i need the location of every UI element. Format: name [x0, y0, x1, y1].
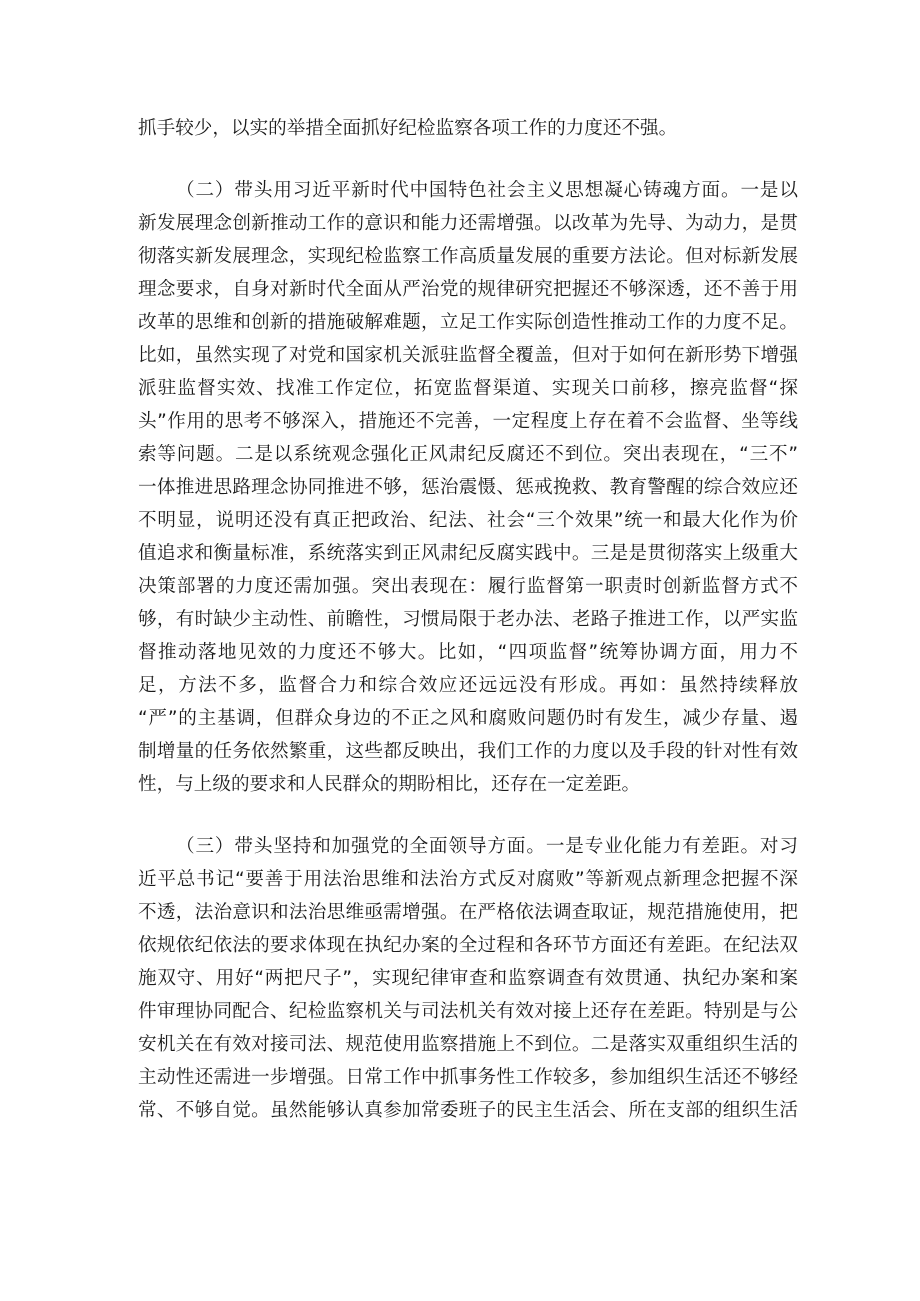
text-line: 一体推进思路理念协同推进不够，惩治震慑、惩戒挽救、教育警醒的综合效应还 — [138, 477, 798, 498]
text-line: 理念要求，自身对新时代全面从严治党的规律研究把握还不够深透，还不善于用 — [138, 279, 798, 300]
text-line: 近平总书记“要善于用法治思维和法治方式反对腐败”等新观点新理念把握不深 — [138, 869, 798, 890]
text-line: 新发展理念创新推动工作的意识和能力还需增强。以改革为先导、为动力，是贯 — [138, 213, 798, 234]
text-line: 依规依纪依法的要求体现在执纪办案的全过程和各环节方面还有差距。在纪法双 — [138, 935, 798, 956]
text-line: 彻落实新发展理念，实现纪检监察工作高质量发展的重要方法论。但对标新发展 — [138, 246, 798, 267]
text-line: 派驻监督实效、找准工作定位，拓宽监督渠道、实现关口前移，擦亮监督“探 — [138, 378, 798, 399]
text-line: 制增量的任务依然繁重，这些都反映出，我们工作的力度以及手段的针对性有效 — [138, 741, 798, 762]
text-line: 足，方法不多，监督合力和综合效应还远远没有形成。再如：虽然持续释放 — [138, 675, 798, 696]
text-line: “严”的主基调，但群众身边的不正之风和腐败问题仍时有发生，减少存量、遏 — [138, 708, 798, 729]
text-line: 改革的思维和创新的措施破解难题，立足工作实际创造性推动工作的力度不足。 — [138, 312, 798, 333]
text-line: 施双守、用好“两把尺子”，实现纪律审查和监察调查有效贯通、执纪办案和案 — [138, 968, 798, 989]
text-line: 够，有时缺少主动性、前瞻性，习惯局限于老办法、老路子推进工作，以严实监 — [138, 609, 798, 630]
text-line: （三）带头坚持和加强党的全面领导方面。一是专业化能力有差距。对习 — [176, 836, 798, 857]
text-line: 比如，虽然实现了对党和国家机关派驻监督全覆盖，但对于如何在新形势下增强 — [138, 345, 798, 366]
text-line: 决策部署的力度还需加强。突出表现在：履行监督第一职责时创新监督方式不 — [138, 576, 798, 597]
text-line: 不明显，说明还没有真正把政治、纪法、社会“三个效果”统一和最大化作为价 — [138, 510, 798, 531]
text-line: 件审理协同配合、纪检监察机关与司法机关有效对接上还存在差距。特别是与公 — [138, 1001, 798, 1022]
text-line: 不透，法治意识和法治思维亟需增强。在严格依法调查取证，规范措施使用，把 — [138, 902, 798, 923]
text-line: 值追求和衡量标准，系统落实到正风肃纪反腐实践中。三是是贯彻落实上级重大 — [138, 543, 798, 564]
text-line: 常、不够自觉。虽然能够认真参加常委班子的民主生活会、所在支部的组织生活 — [138, 1100, 798, 1121]
text-line: 索等问题。二是以系统观念强化正风肃纪反腐还不到位。突出表现在，“三不” — [138, 444, 798, 465]
text-line: 头”作用的思考不够深入，措施还不完善，一定程度上存在着不会监督、坐等线 — [138, 411, 798, 432]
text-line: 安机关在有效对接司法、规范使用监察措施上不到位。二是落实双重组织生活的 — [138, 1034, 798, 1055]
text-line: 督推动落地见效的力度还不够大。比如，“四项监督”统筹协调方面，用力不 — [138, 642, 798, 663]
text-line: 主动性还需进一步增强。日常工作中抓事务性工作较多，参加组织生活还不够经 — [138, 1067, 798, 1088]
text-line: 抓手较少，以实的举措全面抓好纪检监察各项工作的力度还不强。 — [138, 118, 678, 139]
text-line: （二）带头用习近平新时代中国特色社会主义思想凝心铸魂方面。一是以 — [176, 180, 798, 201]
text-line: 性，与上级的要求和人民群众的期盼相比，还存在一定差距。 — [138, 774, 641, 795]
